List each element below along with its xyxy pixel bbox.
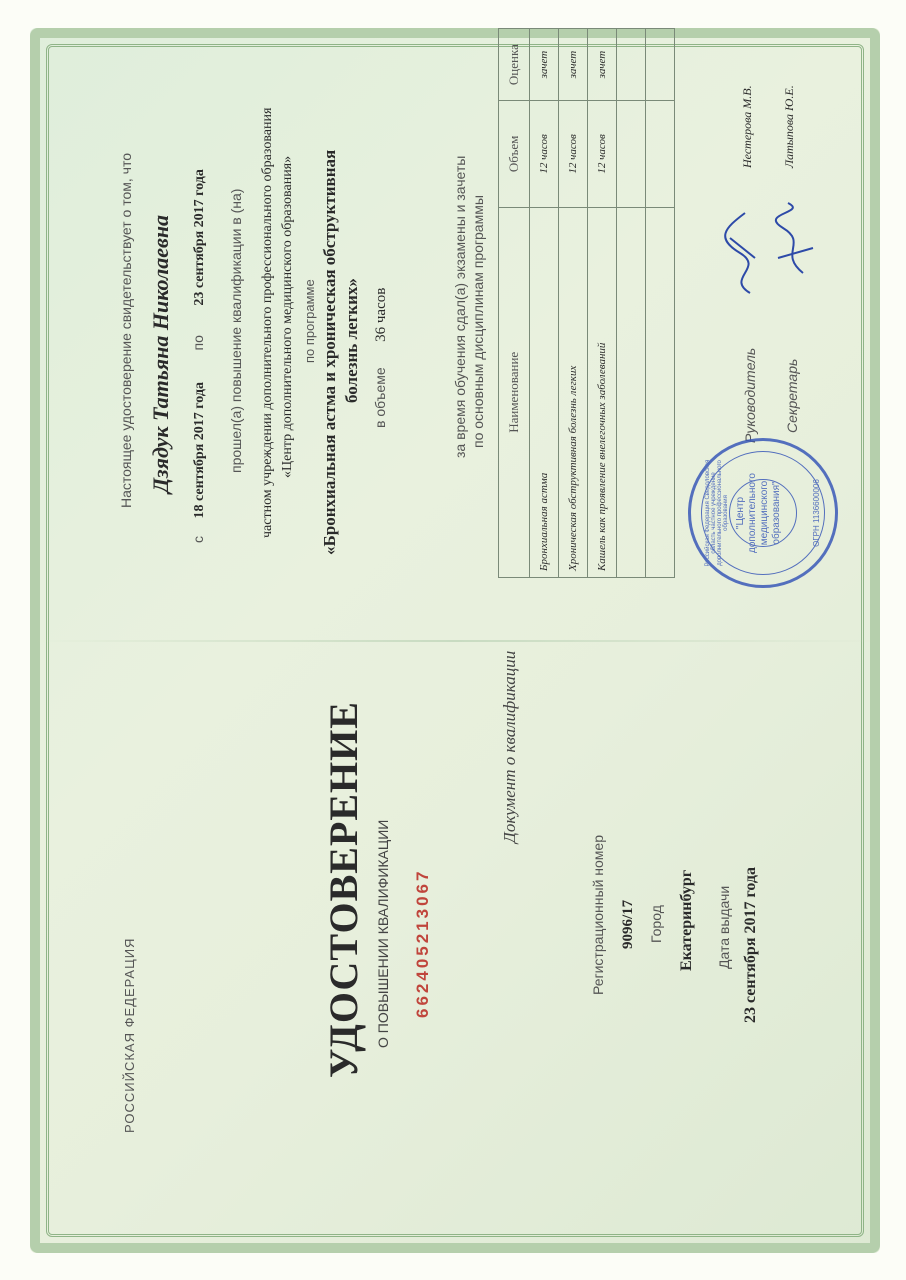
intro-text: Настоящее удостоверение свидетельствует о том, что (118, 153, 134, 508)
table-row (588, 29, 617, 578)
serial-number: 662405213067 (413, 868, 432, 1018)
col-header-volume: Объем (499, 101, 530, 207)
exams-line-1: за время обучения сдал(а) экзамены и зачеты (452, 155, 468, 458)
issue-date: 23 сентября 2017 года (742, 867, 759, 1023)
stamp-center-line-3: медицинского (759, 480, 770, 546)
city: Екатеринбург (678, 869, 695, 971)
program-label: по программе (302, 279, 317, 363)
reg-number-label: Регистрационный номер (590, 835, 606, 995)
table-row (530, 29, 559, 578)
holder-name: Дзядук Татьяна Николаевна (148, 214, 173, 493)
subjects-table (498, 28, 675, 578)
subject-volume: 12 часов (559, 101, 588, 207)
subject-volume (646, 101, 675, 207)
col-header-grade: Оценка (499, 29, 530, 101)
table-row (646, 29, 675, 578)
subject-grade (617, 29, 646, 101)
document-subtitle: О ПОВЫШЕНИИ КВАЛИФИКАЦИИ (375, 819, 391, 1048)
head-signature (720, 208, 770, 298)
to-label: по (190, 335, 206, 351)
table-header-row (499, 29, 530, 578)
subject-name (617, 207, 646, 577)
volume-label: в объеме (372, 367, 388, 428)
stamp-outer-text: Российская Федерация Свердловская область частное учреждение дополнительного профессионального образования (705, 459, 729, 567)
volume-line (372, 288, 390, 428)
subject-name (646, 207, 675, 577)
subject-grade: зачет (588, 29, 617, 101)
subject-name: Хроническая обструктивная болезнь легких (559, 207, 588, 577)
subject-grade: зачет (530, 29, 559, 101)
col-header-name: Наименование (499, 207, 530, 577)
exams-line-2: по основным дисциплинам программы (470, 195, 486, 448)
secretary-signature (768, 198, 818, 278)
document-type: Документ о квалификации (500, 650, 519, 843)
institution-line-2: «Центр дополнительного медицинского образования» (280, 155, 295, 478)
volume-value: 36 часов (373, 287, 389, 342)
subject-volume: 12 часов (530, 101, 559, 207)
subject-grade: зачет (559, 29, 588, 101)
table-row (617, 29, 646, 578)
secretary-name: Латыпова Ю.Е. (782, 85, 796, 168)
program-line-2: болезнь легких» (342, 278, 361, 403)
issue-date-label: Дата выдачи (716, 885, 732, 969)
city-label: Город (648, 905, 664, 943)
subject-name: Кашель как проявление внелегочных заболеваний (588, 207, 617, 577)
document-title: УДОСТОВЕРЕНИЕ (321, 701, 366, 1078)
subject-name: Бронхиальная астма (530, 207, 559, 577)
from-label: с (190, 536, 206, 543)
stamp-center-text (735, 441, 783, 585)
rotated-content (30, 28, 880, 1253)
stamp-ogrn: ОГРН 1136600006 (812, 479, 821, 547)
subject-volume (617, 101, 646, 207)
stamp-center-line-1: "Центр (735, 496, 746, 530)
reg-number: 9096/17 (620, 899, 636, 949)
stamp-center-line-2: дополнительного (747, 473, 758, 553)
from-date: 18 сентября 2017 года (192, 382, 207, 519)
head-label: Руководитель (742, 347, 758, 443)
to-date: 23 сентября 2017 года (192, 169, 207, 306)
stamp-center-line-4: образования" (771, 481, 782, 545)
secretary-label: Секретарь (784, 358, 800, 433)
subject-volume: 12 часов (588, 101, 617, 207)
head-name: Нестерова М.В. (740, 85, 754, 168)
program-line-1: «Бронхиальная астма и хроническая обструктивная (320, 149, 339, 555)
subject-grade (646, 29, 675, 101)
passed-text: прошел(а) повышение квалификации в (на) (228, 188, 244, 473)
country-label: РОССИЙСКАЯ ФЕДЕРАЦИЯ (122, 937, 137, 1133)
official-stamp (688, 438, 838, 588)
period-line (190, 169, 208, 543)
table-row (559, 29, 588, 578)
institution-line-1: частном учреждении дополнительного профессионального образования (260, 107, 275, 538)
